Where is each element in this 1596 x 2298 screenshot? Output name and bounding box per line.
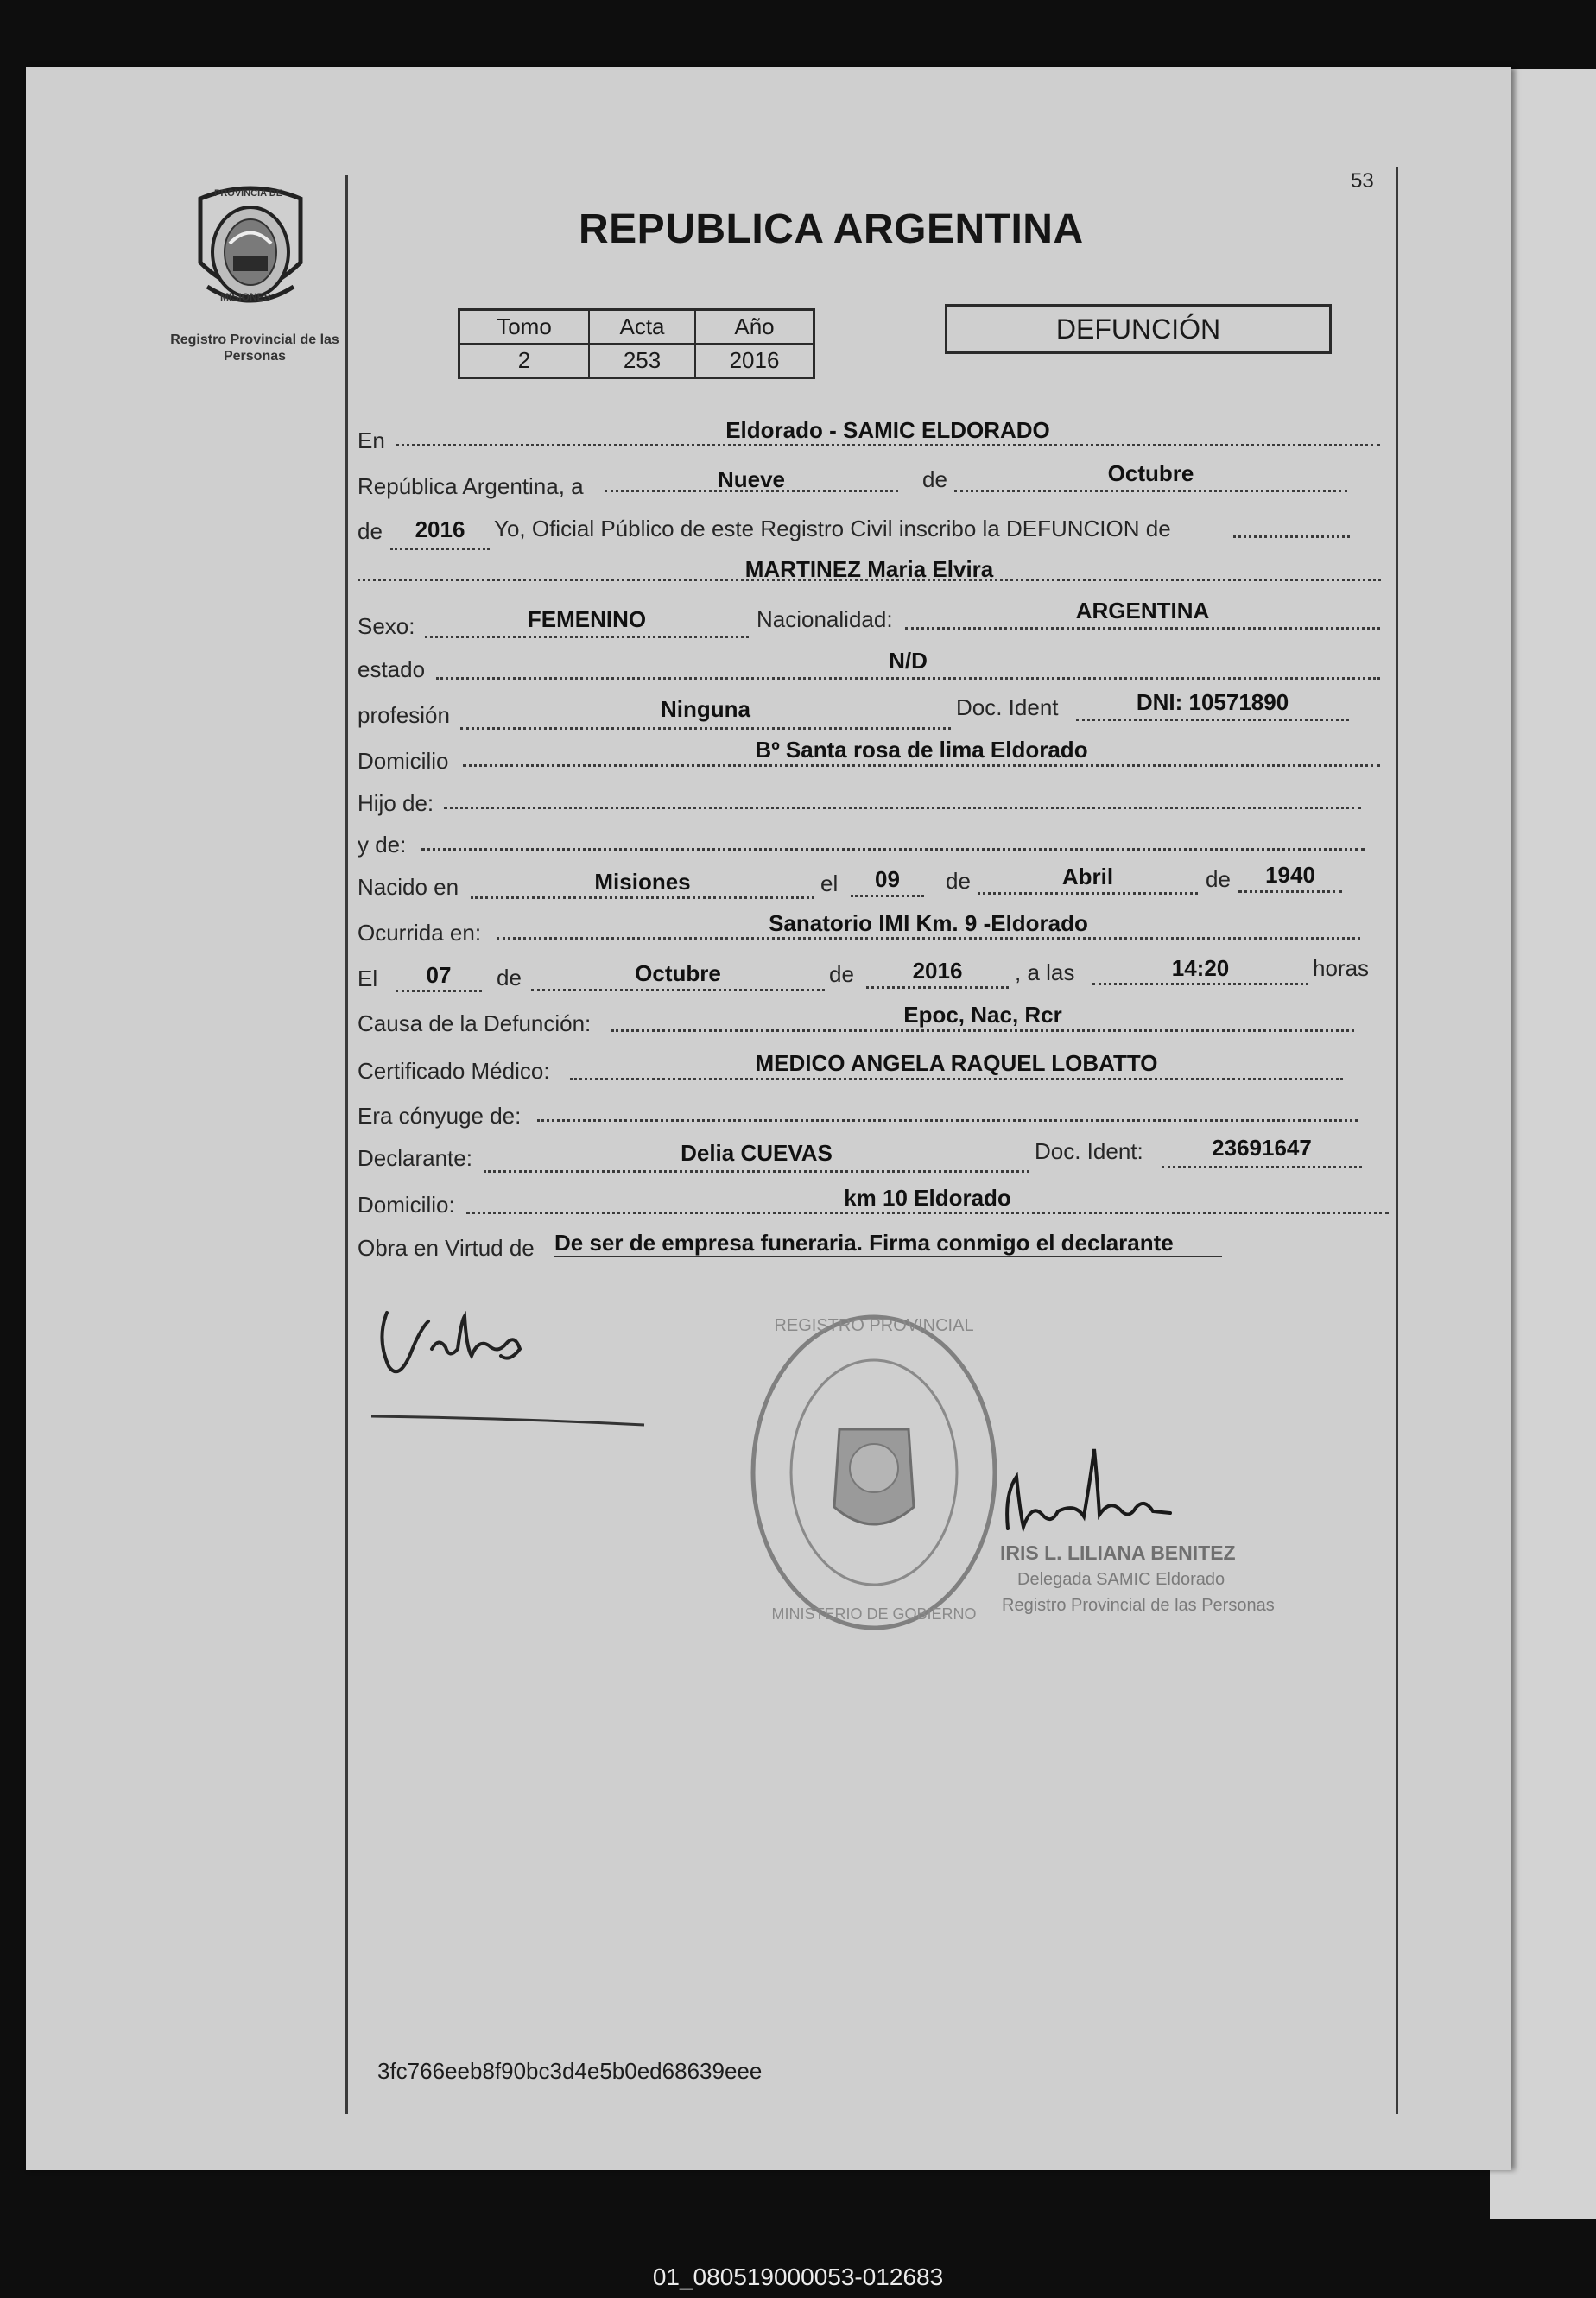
certificate-label: Certificado Médico:	[358, 1058, 550, 1084]
birth-el-label: el	[820, 870, 839, 896]
de-label-1: de	[922, 466, 947, 492]
table-value-ano: 2016	[695, 344, 814, 378]
birth-day-dotted-line	[851, 895, 924, 897]
nationality-dotted-line	[905, 627, 1380, 630]
registrar-statement: Yo, Oficial Público de este Registro Civil inscribo la DEFUNCION de	[494, 516, 1171, 541]
deceased-name-value: MARTINEZ Maria Elvira	[744, 556, 994, 582]
cause-label: Causa de la Defunción:	[358, 1010, 592, 1036]
table-value-tomo: 2	[459, 344, 589, 378]
certificate-value: MEDICO ANGELA RAQUEL LOBATTO	[755, 1050, 1158, 1076]
declarant-domicile-label: Domicilio:	[358, 1192, 455, 1218]
civil-status-value: N/D	[889, 648, 928, 674]
de-label-5: de	[497, 965, 522, 991]
table-header-ano: Año	[695, 310, 814, 345]
left-margin-line	[345, 175, 348, 2114]
death-year-value: 2016	[912, 958, 963, 984]
spouse-label: Era cónyuge de:	[358, 1103, 522, 1129]
death-time-dotted-line	[1092, 983, 1308, 985]
birth-day-value: 09	[875, 866, 900, 892]
official-seal-stamp	[744, 1308, 1004, 1636]
sex-dotted-line	[425, 636, 749, 638]
year-value: 2016	[415, 516, 466, 542]
death-day-value: 07	[426, 962, 452, 988]
place-dotted-line	[396, 444, 1380, 446]
child-of-dotted-line	[444, 807, 1361, 809]
de-label-3: de	[946, 868, 971, 894]
table-header-tomo: Tomo	[459, 310, 589, 345]
occurred-in-value: Sanatorio IMI Km. 9 -Eldorado	[769, 910, 1088, 936]
spouse-dotted-line	[537, 1119, 1358, 1122]
page-number: 53	[1351, 169, 1374, 193]
birth-year-value: 1940	[1265, 862, 1315, 888]
declarant-doc-value: 23691647	[1212, 1135, 1312, 1161]
footer-identifier: 01_080519000053-012683	[652, 2263, 944, 2290]
svg-text:REGISTRO PROVINCIAL: REGISTRO PROVINCIAL	[774, 1316, 974, 1335]
born-in-dotted-line	[471, 896, 814, 899]
declarant-dotted-line	[484, 1170, 1029, 1173]
child-of-label: Hijo de:	[358, 790, 434, 816]
month-value: Octubre	[1107, 460, 1194, 486]
svg-text:MINISTERIO DE GOBIERNO: MINISTERIO DE GOBIERNO	[771, 1605, 977, 1623]
death-year-dotted-line	[866, 986, 1009, 989]
and-of-label: y de:	[358, 832, 407, 858]
nationality-label: Nacionalidad:	[757, 606, 893, 632]
virtue-underline	[554, 1256, 1222, 1257]
place-value: Eldorado - SAMIC ELDORADO	[725, 417, 1050, 443]
organization-caption: Registro Provincial de las Personas	[170, 332, 339, 364]
declarant-doc-dotted-line	[1162, 1166, 1362, 1168]
doc-ident-dotted-line	[1076, 719, 1349, 721]
death-el-label: El	[358, 965, 378, 991]
domicile-dotted-line	[463, 764, 1380, 767]
cause-dotted-line	[611, 1029, 1354, 1032]
domicile-value: Bº Santa rosa de lima Eldorado	[755, 737, 1088, 763]
certificate-dotted-line	[570, 1078, 1343, 1080]
declarant-domicile-dotted-line	[466, 1212, 1389, 1214]
occurred-in-dotted-line	[497, 937, 1360, 940]
profession-dotted-line	[460, 727, 951, 730]
record-table	[458, 308, 815, 379]
declarant-label: Declarante:	[358, 1145, 472, 1171]
declarant-value: Delia CUEVAS	[681, 1140, 833, 1166]
logo-text-bottom: MISIONES	[220, 291, 271, 303]
death-month-dotted-line	[531, 989, 825, 991]
death-day-dotted-line	[396, 990, 482, 992]
month-dotted-line	[954, 490, 1347, 492]
sex-value: FEMENINO	[527, 606, 647, 632]
right-margin-line	[1396, 167, 1398, 2114]
birth-month-dotted-line	[978, 892, 1198, 895]
a-las-label: , a las	[1015, 959, 1075, 985]
table-header-acta: Acta	[589, 310, 695, 345]
official-signature	[998, 1442, 1205, 1546]
birth-year-dotted-line	[1238, 890, 1342, 893]
official-org-stamp: Registro Provincial de las Personas	[1002, 1596, 1275, 1615]
declarant-signature	[371, 1295, 656, 1434]
official-role-stamp: Delegada SAMIC Eldorado	[1017, 1570, 1226, 1589]
en-label: En	[358, 427, 385, 453]
republic-label: República Argentina, a	[358, 473, 584, 499]
doc-ident-value: DNI: 10571890	[1136, 689, 1289, 715]
sex-label: Sexo:	[358, 613, 415, 639]
de-label-2: de	[358, 518, 383, 544]
occurred-in-label: Ocurrida en:	[358, 920, 482, 946]
and-of-dotted-line	[421, 848, 1365, 851]
death-time-value: 14:20	[1171, 955, 1230, 981]
record-type-box: DEFUNCIÓN	[945, 304, 1332, 354]
domicile-label: Domicilio	[358, 748, 449, 774]
nationality-value: ARGENTINA	[1075, 598, 1210, 624]
horas-label: horas	[1313, 955, 1370, 981]
born-in-value: Misiones	[594, 869, 691, 895]
virtue-label: Obra en Virtud de	[358, 1235, 535, 1261]
doc-ident-label: Doc. Ident	[956, 694, 1059, 720]
day-text-value: Nueve	[717, 466, 786, 492]
born-in-label: Nacido en	[358, 874, 459, 900]
document-hash: 3fc766eeb8f90bc3d4e5b0ed68639eee	[377, 2058, 763, 2084]
de-label-6: de	[829, 961, 854, 987]
official-name-stamp: IRIS L. LILIANA BENITEZ	[1000, 1541, 1236, 1564]
page-title: REPUBLICA ARGENTINA	[579, 206, 1084, 252]
year-dotted-line	[390, 548, 490, 550]
profession-label: profesión	[358, 702, 450, 728]
cause-value: Epoc, Nac, Rcr	[903, 1002, 1062, 1028]
table-value-acta: 253	[589, 344, 695, 378]
statement-dotted-line	[1233, 535, 1350, 538]
civil-status-dotted-line	[436, 677, 1380, 680]
virtue-value: De ser de empresa funeraria. Firma conmigo el declarante	[554, 1230, 1174, 1256]
death-month-value: Octubre	[635, 960, 721, 986]
profession-value: Ninguna	[661, 696, 750, 722]
de-label-4: de	[1206, 866, 1231, 892]
logo-text-top: PROVINCIA DE	[214, 188, 283, 199]
declarant-doc-label: Doc. Ident:	[1035, 1138, 1143, 1164]
declarant-domicile-value: km 10 Eldorado	[844, 1185, 1011, 1211]
civil-status-label: estado	[358, 656, 426, 682]
birth-month-value: Abril	[1061, 864, 1114, 889]
